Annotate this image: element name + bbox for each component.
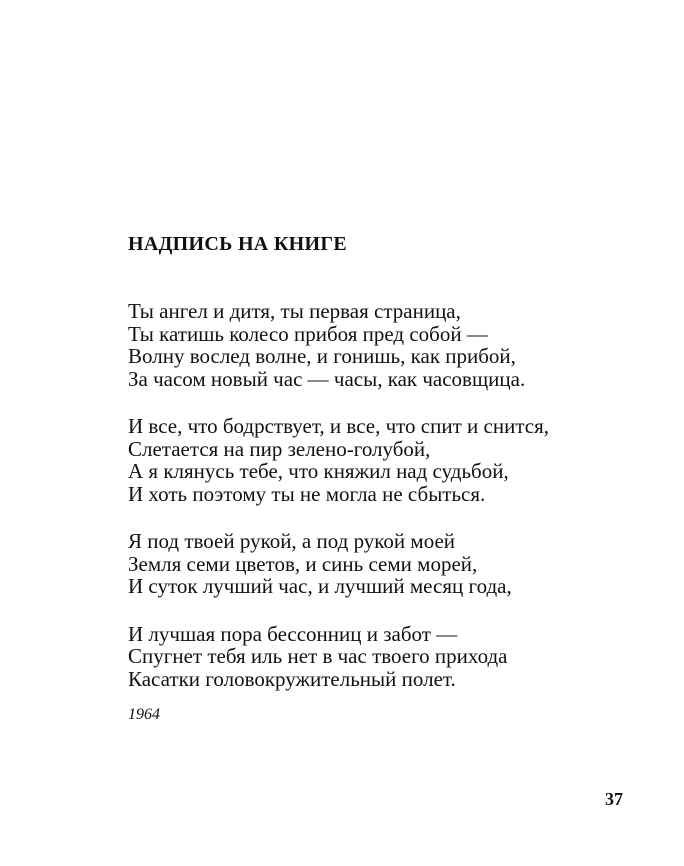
poem-line: И хоть поэтому ты не могла не сбыться. xyxy=(128,481,486,506)
poem-line: Спугнет тебя иль нет в час твоего прихода xyxy=(128,644,508,668)
poem-line: И все, что бодрствует, и все, что спит и снится, xyxy=(128,414,549,438)
poem-line: Ты ангел и дитя, ты первая страница, xyxy=(128,299,461,323)
stanza-3 xyxy=(128,530,668,598)
stanza-2 xyxy=(128,415,668,505)
page-number: 37 xyxy=(605,789,623,809)
poem-line: За часом новый час — часы, как часовщица. xyxy=(128,366,526,391)
stanza-1 xyxy=(128,300,668,390)
poem-line: И лучшая пора бессонниц и забот — xyxy=(128,621,458,646)
poem-line: Слетается на пир зелено-голубой, xyxy=(128,436,431,461)
poem-date: 1964 xyxy=(128,706,160,723)
poem-title: НАДПИСЬ НА КНИГЕ xyxy=(128,233,348,255)
poem-line: Волну вослед волне, и гонишь, как прибой, xyxy=(128,344,516,368)
poem-line: Я под твоей рукой, а под рукой моей xyxy=(128,529,456,553)
poem-line: Земля семи цветов, и синь семи морей, xyxy=(128,551,478,576)
stanza-4 xyxy=(128,623,668,691)
poem-line: И суток лучший час, и лучший месяц года, xyxy=(128,574,512,598)
poem-line: А я клянусь тебе, что княжил над судьбой, xyxy=(128,459,509,483)
poem-body xyxy=(128,300,668,715)
poem-line: Касатки головокружительный полет. xyxy=(128,666,456,691)
poem-line: Ты катишь колесо прибоя пред собой — xyxy=(128,321,488,346)
